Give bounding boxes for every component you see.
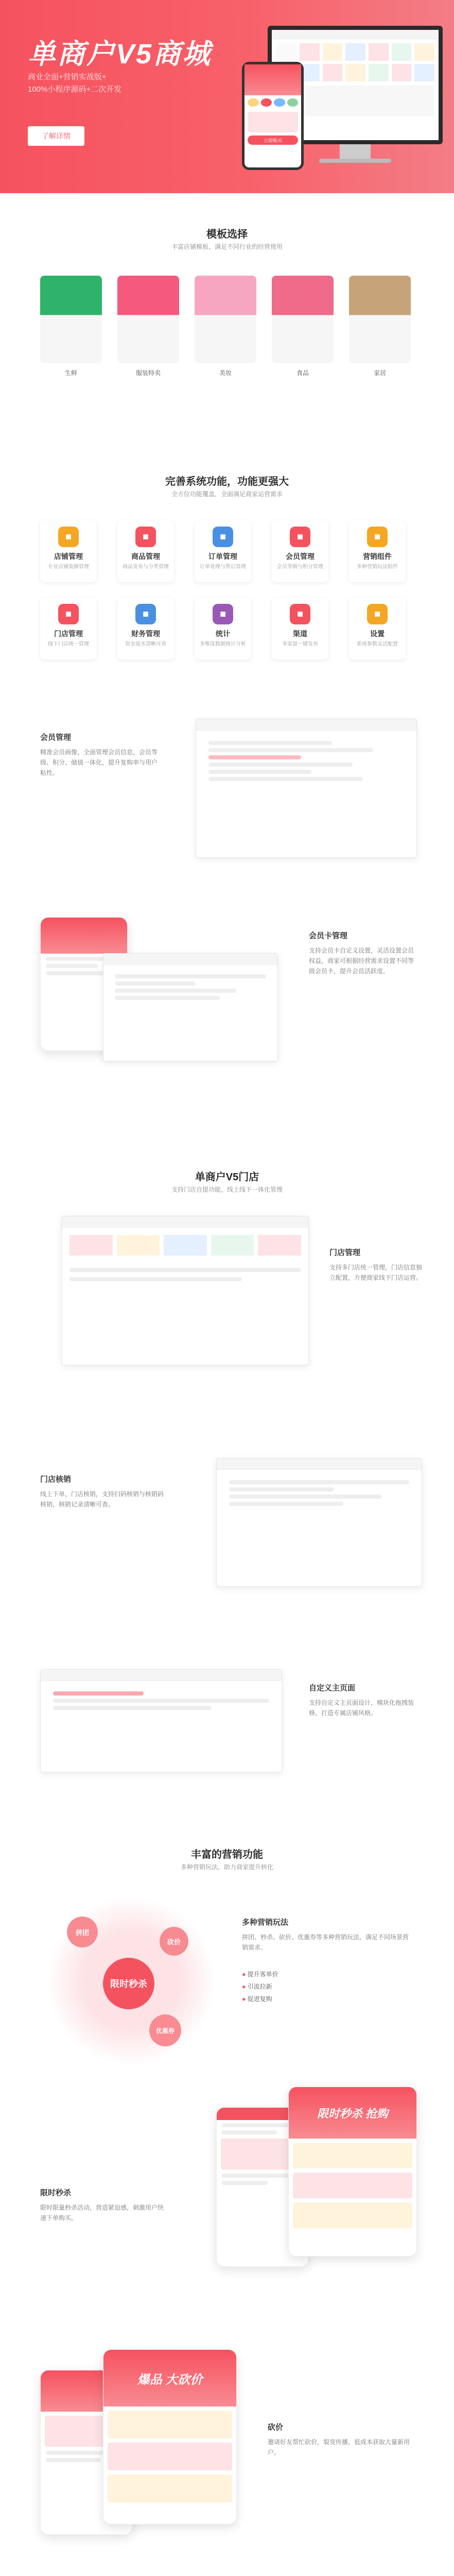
features-title: 完善系统功能，功能更强大 [165,476,289,487]
flash-sale-text: 限时限量秒杀活动，营造紧迫感，刺激用户快速下单购买。 [40,2204,164,2222]
feature-desc: 多种营销玩法组件 [357,564,398,570]
feature-card[interactable] [195,520,251,582]
bargain-phone-2 [103,2349,237,2524]
flash-sale-banner: 限时秒杀 抢购 [289,2087,416,2139]
multi-promo-bullets [242,1968,278,2005]
feature-card[interactable] [349,598,406,659]
feature-card[interactable] [40,598,97,659]
member-card-admin-screenshot [103,953,278,1061]
multi-promo-text: 拼团、秒杀、砍价、优惠券等多种营销玩法，满足不同场景营销需求。 [242,1934,409,1951]
store-mgmt-title: 门店管理 [329,1248,361,1257]
feature-card[interactable] [40,520,97,582]
promo-icon: ■ [367,527,388,547]
features-subtitle: 全方位功能覆盖，全面满足商家运营需求 [171,490,283,498]
channel-icon: ■ [290,604,310,624]
hero-line-2: 100%小程序源码+二次开发 [28,85,122,94]
feature-card[interactable] [349,520,406,582]
flash-sale-phone-2 [288,2087,417,2257]
marketing-title: 丰富的营销功能 [191,1849,263,1860]
stores-title: 单商户V5门店 [195,1172,259,1183]
feature-name: 设置 [370,630,385,638]
bullet-text: 促进复购 [247,1995,272,2003]
bullet-item [242,1980,278,1993]
template-card[interactable] [195,276,256,363]
member-card-text: 支持会员卡自定义设置，灵活设置会员权益，商家可根据经营需求设置不同等级会员卡，提升会员活跃度。 [309,947,414,975]
stores-subtitle: 支持门店自提功能，线上线下一体化管理 [171,1186,283,1193]
template-card[interactable] [117,276,179,363]
store-verify-screenshot [216,1458,422,1587]
template-label: 美妆 [219,369,232,377]
user-icon: ■ [290,527,310,547]
hero-subtitle [28,71,121,96]
feature-desc: 线下门店统一管理 [48,641,89,647]
flash-sale-title: 限时秒杀 [40,2189,72,2197]
template-card[interactable] [349,276,411,363]
feature-card[interactable] [195,598,251,659]
feature-name: 会员管理 [286,552,315,561]
custom-page-title: 自定义主页面 [309,1684,356,1692]
store-verify-title: 门店核销 [40,1475,72,1484]
template-card[interactable] [40,276,102,363]
template-card[interactable] [272,276,334,363]
multi-promo-title: 多种营销玩法 [242,1918,289,1927]
settings-icon: ■ [367,604,388,624]
feature-desc: 多维度数据统计分析 [200,641,246,647]
order-icon: ■ [213,527,233,547]
feature-card[interactable] [117,520,174,582]
feature-desc: 专业店铺装修管理 [48,564,89,570]
store-admin-screenshot [62,1216,309,1365]
bubble-group: 拼团 [67,1917,98,1947]
custom-page-text: 支持自定义主页面设计，模块化拖拽装修，打造专属店铺风格。 [309,1699,414,1717]
chart-icon: ■ [213,604,233,624]
hero-title: 单商户V5商城 [28,39,212,70]
feature-name: 商品管理 [131,552,160,561]
bullet-item [242,1968,278,1980]
template-label: 食品 [296,369,309,377]
monitor-stand [340,144,371,160]
member-admin-screenshot [196,719,417,858]
bargain-banner: 爆品 大砍价 [103,2350,236,2406]
feature-desc: 商品发布与分类管理 [123,564,169,570]
bargain-title: 砍价 [268,2423,284,2432]
custom-page-screenshot [40,1669,282,1772]
finance-icon: ■ [135,604,156,624]
bubble-bargain: 砍价 [160,1927,188,1956]
member-card-title: 会员卡管理 [309,931,348,940]
shop-icon: ■ [58,604,79,624]
feature-name: 订单管理 [208,552,237,561]
member-text: 精准会员画像，全面管理会员信息，会员等级、积分、储值一体化，提升复购率与用户粘性。 [40,749,158,776]
feature-card[interactable] [117,598,174,659]
feature-name: 统计 [216,630,230,638]
learn-more-button[interactable]: 了解详情 [28,126,84,146]
bubble-flash-sale: 限时秒杀 [103,1958,154,2009]
template-label: 生鲜 [64,369,77,377]
bullet-text: 提升客单价 [247,1971,278,1978]
member-title: 会员管理 [40,733,72,742]
feature-name: 财务管理 [131,630,160,638]
bullet-text: 引流拉新 [247,1983,272,1990]
templates-subtitle: 丰富店铺模板、满足不同行业的经营使用 [171,243,283,250]
bargain-text: 邀请好友帮忙砍价，裂变传播，低成本获取大量新用户。 [268,2438,410,2456]
bullet-dot-icon: ● [242,1983,246,1990]
hero-line-1: 商业全面+营销实战版+ [28,73,107,81]
bullet-dot-icon: ● [242,1995,246,2003]
feature-desc: 会员等级与积分管理 [277,564,323,570]
feature-desc: 多渠道一键发布 [282,641,318,647]
goods-icon: ■ [135,527,156,547]
templates-title: 模板选择 [206,229,248,240]
monitor-base [319,159,391,163]
store-verify-text: 线上下单，门店核销，支持扫码核销与核销码核销，核销记录清晰可查。 [40,1490,164,1508]
feature-name: 渠道 [293,630,307,638]
marketing-subtitle: 多种营销玩法，助力商家提升转化 [180,1863,273,1871]
bullet-dot-icon: ● [242,1971,246,1978]
phone-buy-button: 立即购买 [248,135,298,145]
store-mgmt-text: 支持多门店统一管理，门店信息独立配置，方便商家线下门店运营。 [329,1264,423,1281]
feature-card[interactable] [272,598,328,659]
feature-name: 店铺管理 [54,552,83,561]
phone-mockup [242,62,304,170]
template-label: 家居 [373,369,386,377]
bubble-coupon: 优惠券 [149,2014,181,2046]
template-label: 服装特卖 [135,369,161,377]
feature-name: 营销组件 [363,552,392,561]
feature-desc: 订单处理与售后管理 [200,564,246,570]
feature-desc: 资金流水清晰可查 [125,641,166,647]
store-icon: ■ [58,527,79,547]
feature-card[interactable] [272,520,328,582]
feature-name: 门店管理 [54,630,83,638]
bullet-item [242,1993,278,2005]
feature-desc: 系统参数灵活配置 [357,641,398,647]
